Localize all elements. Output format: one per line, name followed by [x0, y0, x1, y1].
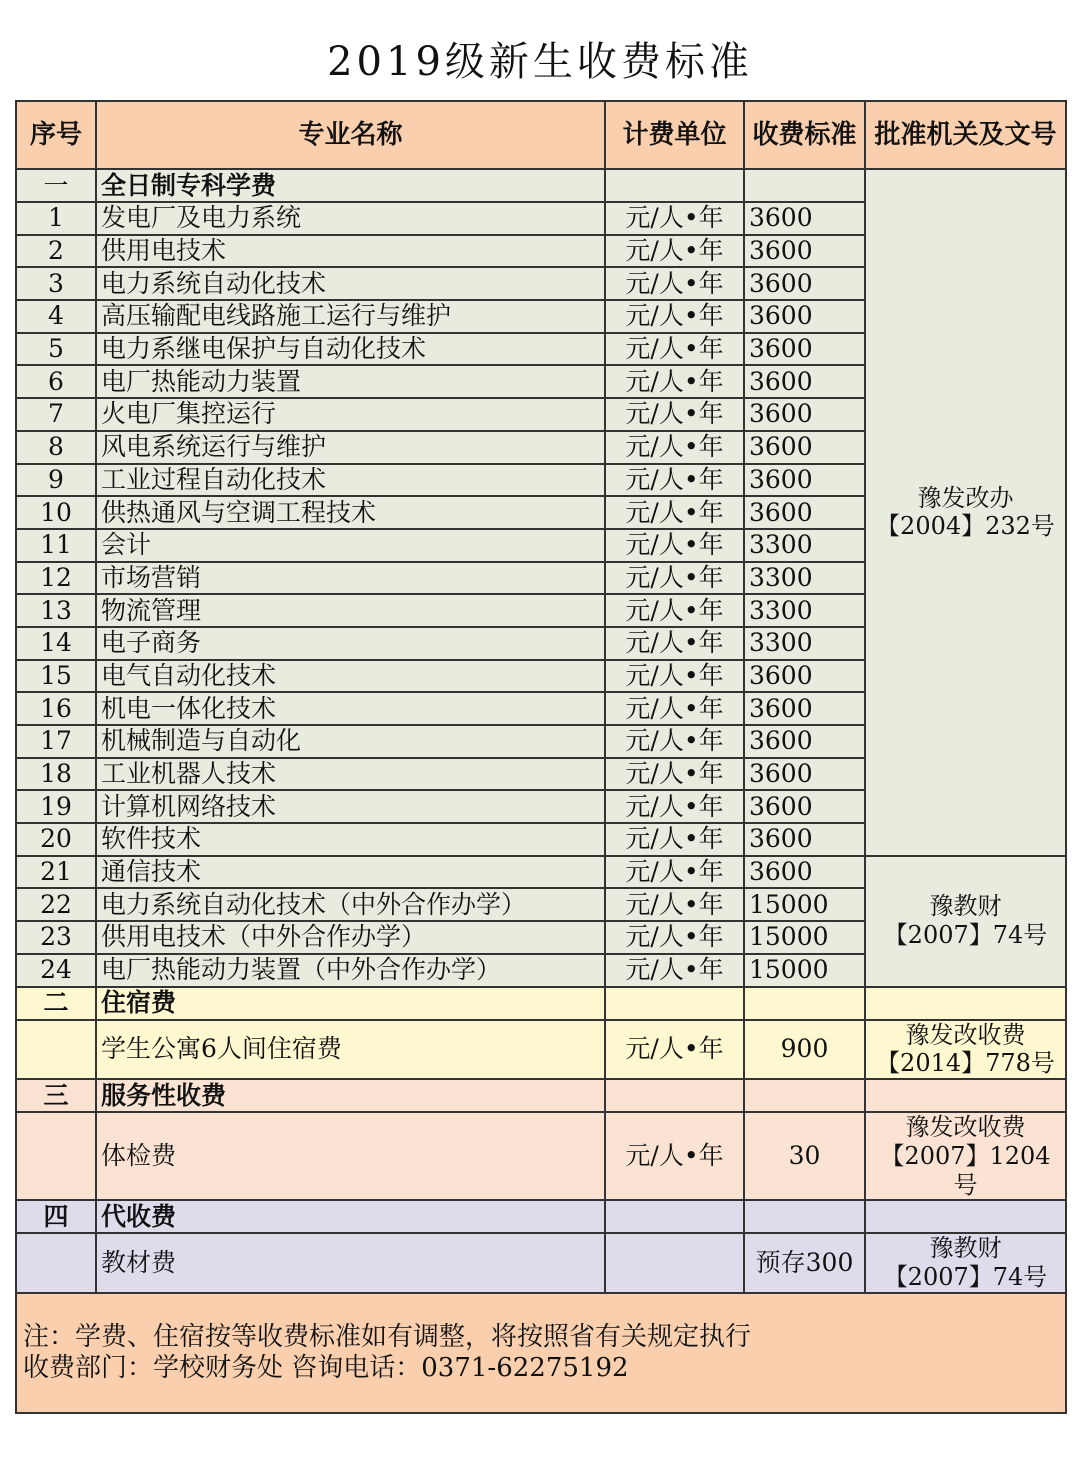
fee-unit: 元/人•年	[605, 888, 744, 921]
fee-amount: 3600	[744, 267, 865, 300]
section-row	[16, 169, 1066, 202]
major-name: 电厂热能动力装置	[96, 365, 605, 398]
item-name: 学生公寓6人间住宿费	[96, 1020, 605, 1080]
fee-amount: 3600	[744, 398, 865, 431]
fee-unit: 元/人•年	[605, 398, 744, 431]
row-number: 12	[16, 562, 96, 595]
empty-cell	[865, 987, 1066, 1020]
row-number: 1	[16, 202, 96, 235]
section-number: 一	[16, 169, 96, 202]
fee-unit: 元/人•年	[605, 562, 744, 595]
fee-unit: 元/人•年	[605, 300, 744, 333]
fee-unit: 元/人•年	[605, 921, 744, 954]
empty-cell	[605, 169, 744, 202]
major-name: 供用电技术（中外合作办学）	[96, 921, 605, 954]
empty-cell	[744, 1200, 865, 1233]
fee-unit: 元/人•年	[605, 202, 744, 235]
section-name: 代收费	[96, 1200, 605, 1233]
row-number: 2	[16, 235, 96, 268]
major-name: 电子商务	[96, 627, 605, 660]
fee-unit: 元/人•年	[605, 365, 744, 398]
fee-unit: 元/人•年	[605, 333, 744, 366]
major-name: 工业机器人技术	[96, 758, 605, 791]
fee-unit: 元/人•年	[605, 464, 744, 497]
section-name: 全日制专科学费	[96, 169, 605, 202]
fee-unit: 元/人•年	[605, 823, 744, 856]
table-row	[16, 856, 1066, 889]
approval-authority: 豫发改收费	[905, 1020, 1026, 1049]
fee-amount: 预存300	[744, 1233, 865, 1293]
fee-unit: 元/人•年	[605, 594, 744, 627]
fee-amount: 3600	[744, 758, 865, 791]
fee-amount: 3600	[744, 464, 865, 497]
fee-table	[15, 100, 1067, 1414]
empty-cell	[865, 1079, 1066, 1112]
fee-amount: 3600	[744, 235, 865, 268]
fee-unit: 元/人•年	[605, 790, 744, 823]
major-name: 电力系统自动化技术（中外合作办学）	[96, 888, 605, 921]
section-row	[16, 1079, 1066, 1112]
row-number: 6	[16, 365, 96, 398]
row-number: 24	[16, 954, 96, 987]
major-name: 物流管理	[96, 594, 605, 627]
major-name: 高压输配电线路施工运行与维护	[96, 300, 605, 333]
row-number: 13	[16, 594, 96, 627]
fee-unit: 元/人•年	[605, 856, 744, 889]
item-name: 体检费	[96, 1112, 605, 1200]
fee-unit	[605, 1233, 744, 1293]
fee-unit: 元/人•年	[605, 758, 744, 791]
empty-cell	[605, 987, 744, 1020]
major-name: 工业过程自动化技术	[96, 464, 605, 497]
fee-amount: 900	[744, 1020, 865, 1080]
section-number: 四	[16, 1200, 96, 1233]
row-number: 23	[16, 921, 96, 954]
fee-amount: 3600	[744, 660, 865, 693]
fee-amount: 3300	[744, 529, 865, 562]
table-row	[16, 1020, 1066, 1080]
fee-amount: 3300	[744, 627, 865, 660]
approval-doc-number: 【2007】74号	[883, 1263, 1048, 1292]
major-name: 计算机网络技术	[96, 790, 605, 823]
fee-amount: 3300	[744, 594, 865, 627]
section-name: 住宿费	[96, 987, 605, 1020]
row-number: 18	[16, 758, 96, 791]
fee-amount: 3600	[744, 856, 865, 889]
row-number: 10	[16, 496, 96, 529]
major-name: 电力系继电保护与自动化技术	[96, 333, 605, 366]
fee-unit: 元/人•年	[605, 660, 744, 693]
header-major: 专业名称	[96, 101, 605, 169]
table-row	[16, 1233, 1066, 1293]
row-number: 4	[16, 300, 96, 333]
row-number: 9	[16, 464, 96, 497]
fee-amount: 3600	[744, 692, 865, 725]
empty-cell	[16, 1020, 96, 1080]
major-name: 发电厂及电力系统	[96, 202, 605, 235]
empty-cell	[744, 169, 865, 202]
fee-amount: 3600	[744, 300, 865, 333]
header-no: 序号	[16, 101, 96, 169]
note-line1: 注：学费、住宿按等收费标准如有调整，将按照省有关规定执行	[23, 1321, 752, 1352]
table-row	[16, 1112, 1066, 1200]
major-name: 电厂热能动力装置（中外合作办学）	[96, 954, 605, 987]
section-row	[16, 987, 1066, 1020]
row-number: 20	[16, 823, 96, 856]
section-row	[16, 1200, 1066, 1233]
approval-doc-number: 【2014】778号	[876, 1049, 1055, 1078]
approval-cell	[865, 1112, 1066, 1200]
approval-cell	[865, 169, 1066, 856]
approval-cell	[865, 1020, 1066, 1080]
approval-cell	[865, 856, 1066, 987]
approval-cell	[865, 1233, 1066, 1293]
fee-amount: 3600	[744, 725, 865, 758]
fee-amount: 3600	[744, 431, 865, 464]
fee-unit: 元/人•年	[605, 954, 744, 987]
header-unit: 计费单位	[605, 101, 744, 169]
approval-authority: 豫教财	[929, 892, 1002, 921]
empty-cell	[744, 1079, 865, 1112]
row-number: 5	[16, 333, 96, 366]
fee-amount: 3600	[744, 496, 865, 529]
fee-unit: 元/人•年	[605, 692, 744, 725]
approval-authority: 豫发改办	[917, 483, 1014, 512]
major-name: 通信技术	[96, 856, 605, 889]
fee-unit: 元/人•年	[605, 267, 744, 300]
note-row	[16, 1293, 1066, 1413]
fee-amount: 15000	[744, 921, 865, 954]
fee-amount: 30	[744, 1112, 865, 1200]
approval-authority: 豫发改收费	[905, 1113, 1026, 1142]
fee-unit: 元/人•年	[605, 431, 744, 464]
header-fee: 收费标准	[744, 101, 865, 169]
fee-amount: 15000	[744, 954, 865, 987]
row-number: 16	[16, 692, 96, 725]
major-name: 供用电技术	[96, 235, 605, 268]
row-number: 14	[16, 627, 96, 660]
row-number: 15	[16, 660, 96, 693]
major-name: 电气自动化技术	[96, 660, 605, 693]
fee-amount: 15000	[744, 888, 865, 921]
fee-unit: 元/人•年	[605, 496, 744, 529]
major-name: 火电厂集控运行	[96, 398, 605, 431]
fee-unit: 元/人•年	[605, 1112, 744, 1200]
empty-cell	[16, 1112, 96, 1200]
fee-amount: 3300	[744, 562, 865, 595]
section-name: 服务性收费	[96, 1079, 605, 1112]
empty-cell	[865, 1200, 1066, 1233]
empty-cell	[744, 987, 865, 1020]
header-approval: 批准机关及文号	[865, 101, 1066, 169]
approval-doc-number: 【2004】232号	[876, 512, 1055, 541]
section-number: 三	[16, 1079, 96, 1112]
row-number: 7	[16, 398, 96, 431]
table-header-row	[16, 101, 1066, 169]
major-name: 风电系统运行与维护	[96, 431, 605, 464]
fee-unit: 元/人•年	[605, 627, 744, 660]
fee-unit: 元/人•年	[605, 529, 744, 562]
approval-doc-number: 【2007】1204号	[880, 1141, 1051, 1199]
note-cell	[16, 1293, 1066, 1413]
major-name: 电力系统自动化技术	[96, 267, 605, 300]
note-line2: 收费部门：学校财务处 咨询电话：0371-62275192	[23, 1353, 629, 1384]
item-name: 教材费	[96, 1233, 605, 1293]
fee-amount: 3600	[744, 790, 865, 823]
approval-doc-number: 【2007】74号	[883, 921, 1048, 950]
fee-amount: 3600	[744, 365, 865, 398]
row-number: 22	[16, 888, 96, 921]
fee-amount: 3600	[744, 202, 865, 235]
row-number: 21	[16, 856, 96, 889]
major-name: 市场营销	[96, 562, 605, 595]
fee-amount: 3600	[744, 823, 865, 856]
row-number: 11	[16, 529, 96, 562]
fee-unit: 元/人•年	[605, 1020, 744, 1080]
empty-cell	[605, 1200, 744, 1233]
major-name: 会计	[96, 529, 605, 562]
row-number: 17	[16, 725, 96, 758]
empty-cell	[605, 1079, 744, 1112]
approval-authority: 豫教财	[929, 1234, 1002, 1263]
major-name: 机电一体化技术	[96, 692, 605, 725]
major-name: 机械制造与自动化	[96, 725, 605, 758]
empty-cell	[16, 1233, 96, 1293]
major-name: 供热通风与空调工程技术	[96, 496, 605, 529]
section-number: 二	[16, 987, 96, 1020]
row-number: 19	[16, 790, 96, 823]
fee-unit: 元/人•年	[605, 235, 744, 268]
row-number: 8	[16, 431, 96, 464]
fee-amount: 3600	[744, 333, 865, 366]
major-name: 软件技术	[96, 823, 605, 856]
page-title: 2019级新生收费标准	[327, 39, 753, 85]
fee-unit: 元/人•年	[605, 725, 744, 758]
row-number: 3	[16, 267, 96, 300]
